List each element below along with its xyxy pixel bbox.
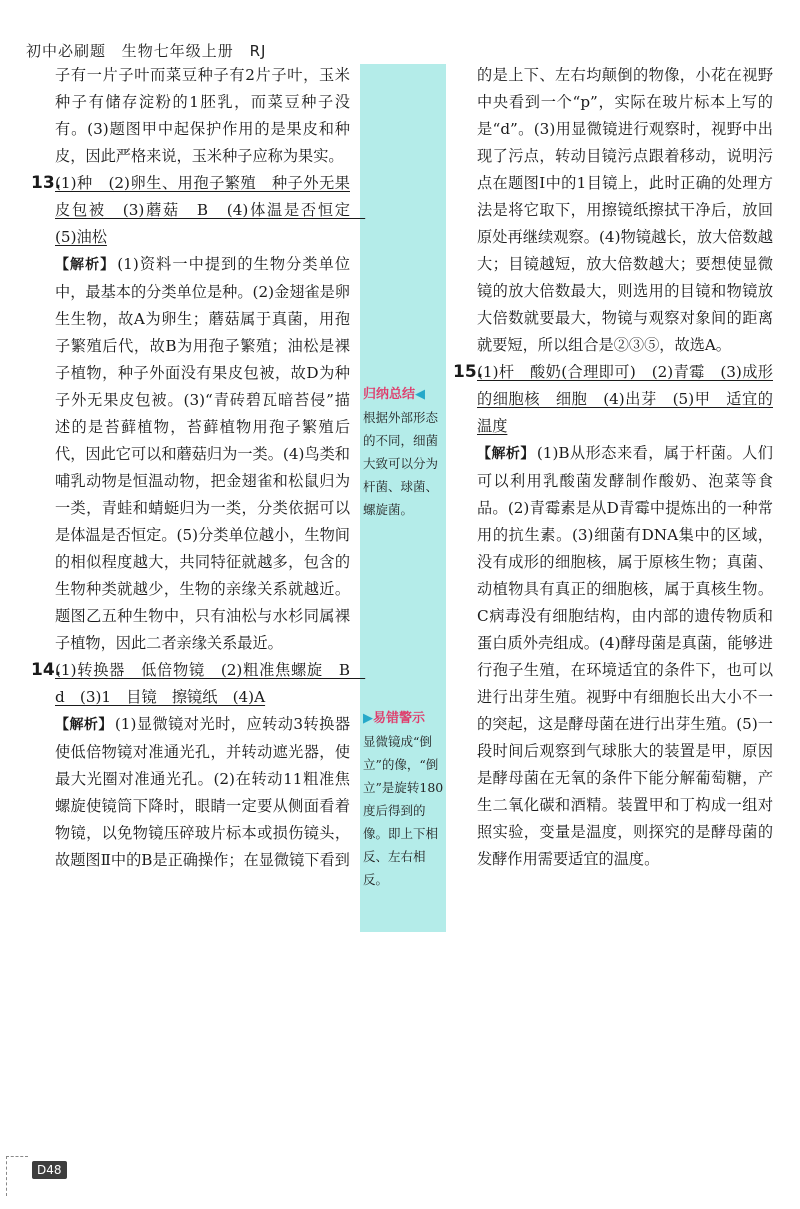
arrow-right-icon: ▶ [363,711,373,726]
question-14-number: 14. [31,660,62,680]
note-title-text: 易错警示 [373,711,426,726]
page-number: D48 [32,1161,67,1179]
analysis-tag: 【解析】 [477,446,535,462]
question-14-answer [31,657,366,711]
analysis-text: (1)显微镜对光时，应转动3转换器使低倍物镜对准通光孔，并转动遮光器，使最大光圈对准通光孔。(2)在转动11粗准焦螺旋使镜筒下降时，眼睛一定要从侧面看着物镜，以免物镜压碎玻片标本或损伤镜头，故题图Ⅱ中的B是正确操作；在显微镜下看到 [55,715,351,869]
series-name: 初中必刷题 [26,42,107,60]
question-15-answer [453,359,773,440]
corner-dash-horizontal [6,1156,28,1158]
question-15-analysis [477,440,773,873]
side-note-summary [363,383,445,521]
continued-paragraph: 子有一片子叶而菜豆种子有2片子叶，玉米种子有储存淀粉的1胚乳，而菜豆种子没有。(3)题图甲中起保护作用的是果皮和种皮，因此严格来说，玉米种子应称为果实。 [55,66,350,165]
question-13-number: 13. [31,173,62,193]
analysis-tag: 【解析】 [55,257,116,273]
answer-text: (1)转换器 低倍物镜 (2)粗准焦螺旋 B d (3)1 目镜 擦镜纸 (4)A [55,661,366,706]
note-text: 显微镜成“倒立”的像，“倒立”是旋转180度后得到的像。即上下相反、左右相反。 [363,734,444,887]
note-title-text: 归纳总结 [363,387,416,402]
note-title [363,383,445,406]
continued-paragraph: 的是上下、左右均颠倒的物像，小花在视野中央看到一个“p”，实际在玻片标本上写的是“d”。(3)用显微镜进行观察时，视野中出现了污点，转动目镜污点跟着移动，说明污点在题图Ⅰ中的1目镜上，此时正确的处理方法是将它取下，用擦镜纸擦拭干净后，放回原处再继续观察。(4)物镜越长，放大倍数越大；目镜越短，放大倍数越大；要想使显微镜的放大倍数最大，则选用的目镜和物镜放大倍数就要最大，物镜与观察对象间的距离就要短，所以组合是②③⑤，故选A。 [477,66,773,354]
answer-text: (1)杆 酸奶(合理即可) (2)青霉 (3)成形的细胞核 细胞 (4)出芽 (5)甲 适宜的温度 [477,363,773,435]
note-text: 根据外部形态的不同，细菌大致可以分为杆菌、球菌、螺旋菌。 [363,410,439,517]
question-13-analysis [55,251,350,657]
answer-text: (1)种 (2)卵生、用孢子繁殖 种子外无果皮包被 (3)蘑菇 B (4)体温是否恒定 (5)油松 [55,174,366,246]
question-15-number: 15. [453,362,484,382]
arrow-left-icon: ◀ [415,387,426,402]
left-column [31,62,366,874]
analysis-text: (1)资料一中提到的生物分类单位中，最基本的分类单位是种。(2)金翅雀是卵生生物，故A为卵生；蘑菇属于真菌，用孢子繁殖后代，故B为用孢子繁殖；油松是裸子植物，种子外面没有果皮包被，故D为种子外无果皮包被。(3)“青砖碧瓦暗苔侵”描述的是苔藓植物，苔藓植物用孢子繁殖后代，因此它可以和蘑菇归为一类。(4)鸟类和哺乳动物是恒温动物，把金翅雀和松鼠归为一类，青蛙和蜻蜓归为一类，分类依据可以是体温是否恒定。(5)分类单位越小，生物间的相似程度越大，共同特征就越多，包含的生物种类就越少，生物的亲缘关系就越近。题图乙五种生物中，只有油松与水杉同属裸子植物，因此二者亲缘关系最近。 [55,255,351,652]
note-title [363,707,445,730]
analysis-tag: 【解析】 [55,717,113,733]
question-13-answer [31,170,366,251]
page-header [26,40,266,61]
corner-dash-vertical [6,1156,8,1196]
right-column [453,62,773,873]
analysis-text: (1)B从形态来看，属于杆菌。人们可以利用乳酸菌发酵制作酸奶、泡菜等食品。(2)青霉素是从D青霉中提炼出的一种常用的抗生素。(3)细菌有DNA集中的区域，没有成形的细胞核，属于原核生物；真菌、动植物具有真正的细胞核，属于真核生物。C病毒没有细胞结构，由内部的遗传物质和蛋白质外壳组成。(4)酵母菌是真菌，能够进行孢子生殖，在环境适宜的条件下，也可以进行出芽生殖。视野中有细胞长出大小不一的突起，这是酵母菌在进行出芽生殖。(5)一段时间后观察到气球胀大的装置是甲，原因是酵母菌在无氧的条件下能分解葡萄糖，产生二氧化碳和酒精。装置甲和丁构成一组对照实验，变量是温度，则探究的是酵母菌的发酵作用需要适宜的温度。 [477,444,773,868]
question-14-analysis [55,711,350,874]
subject-name: 生物七年级上册 [121,42,234,60]
side-note-warning [363,707,445,891]
edition-label: RJ [249,42,267,60]
